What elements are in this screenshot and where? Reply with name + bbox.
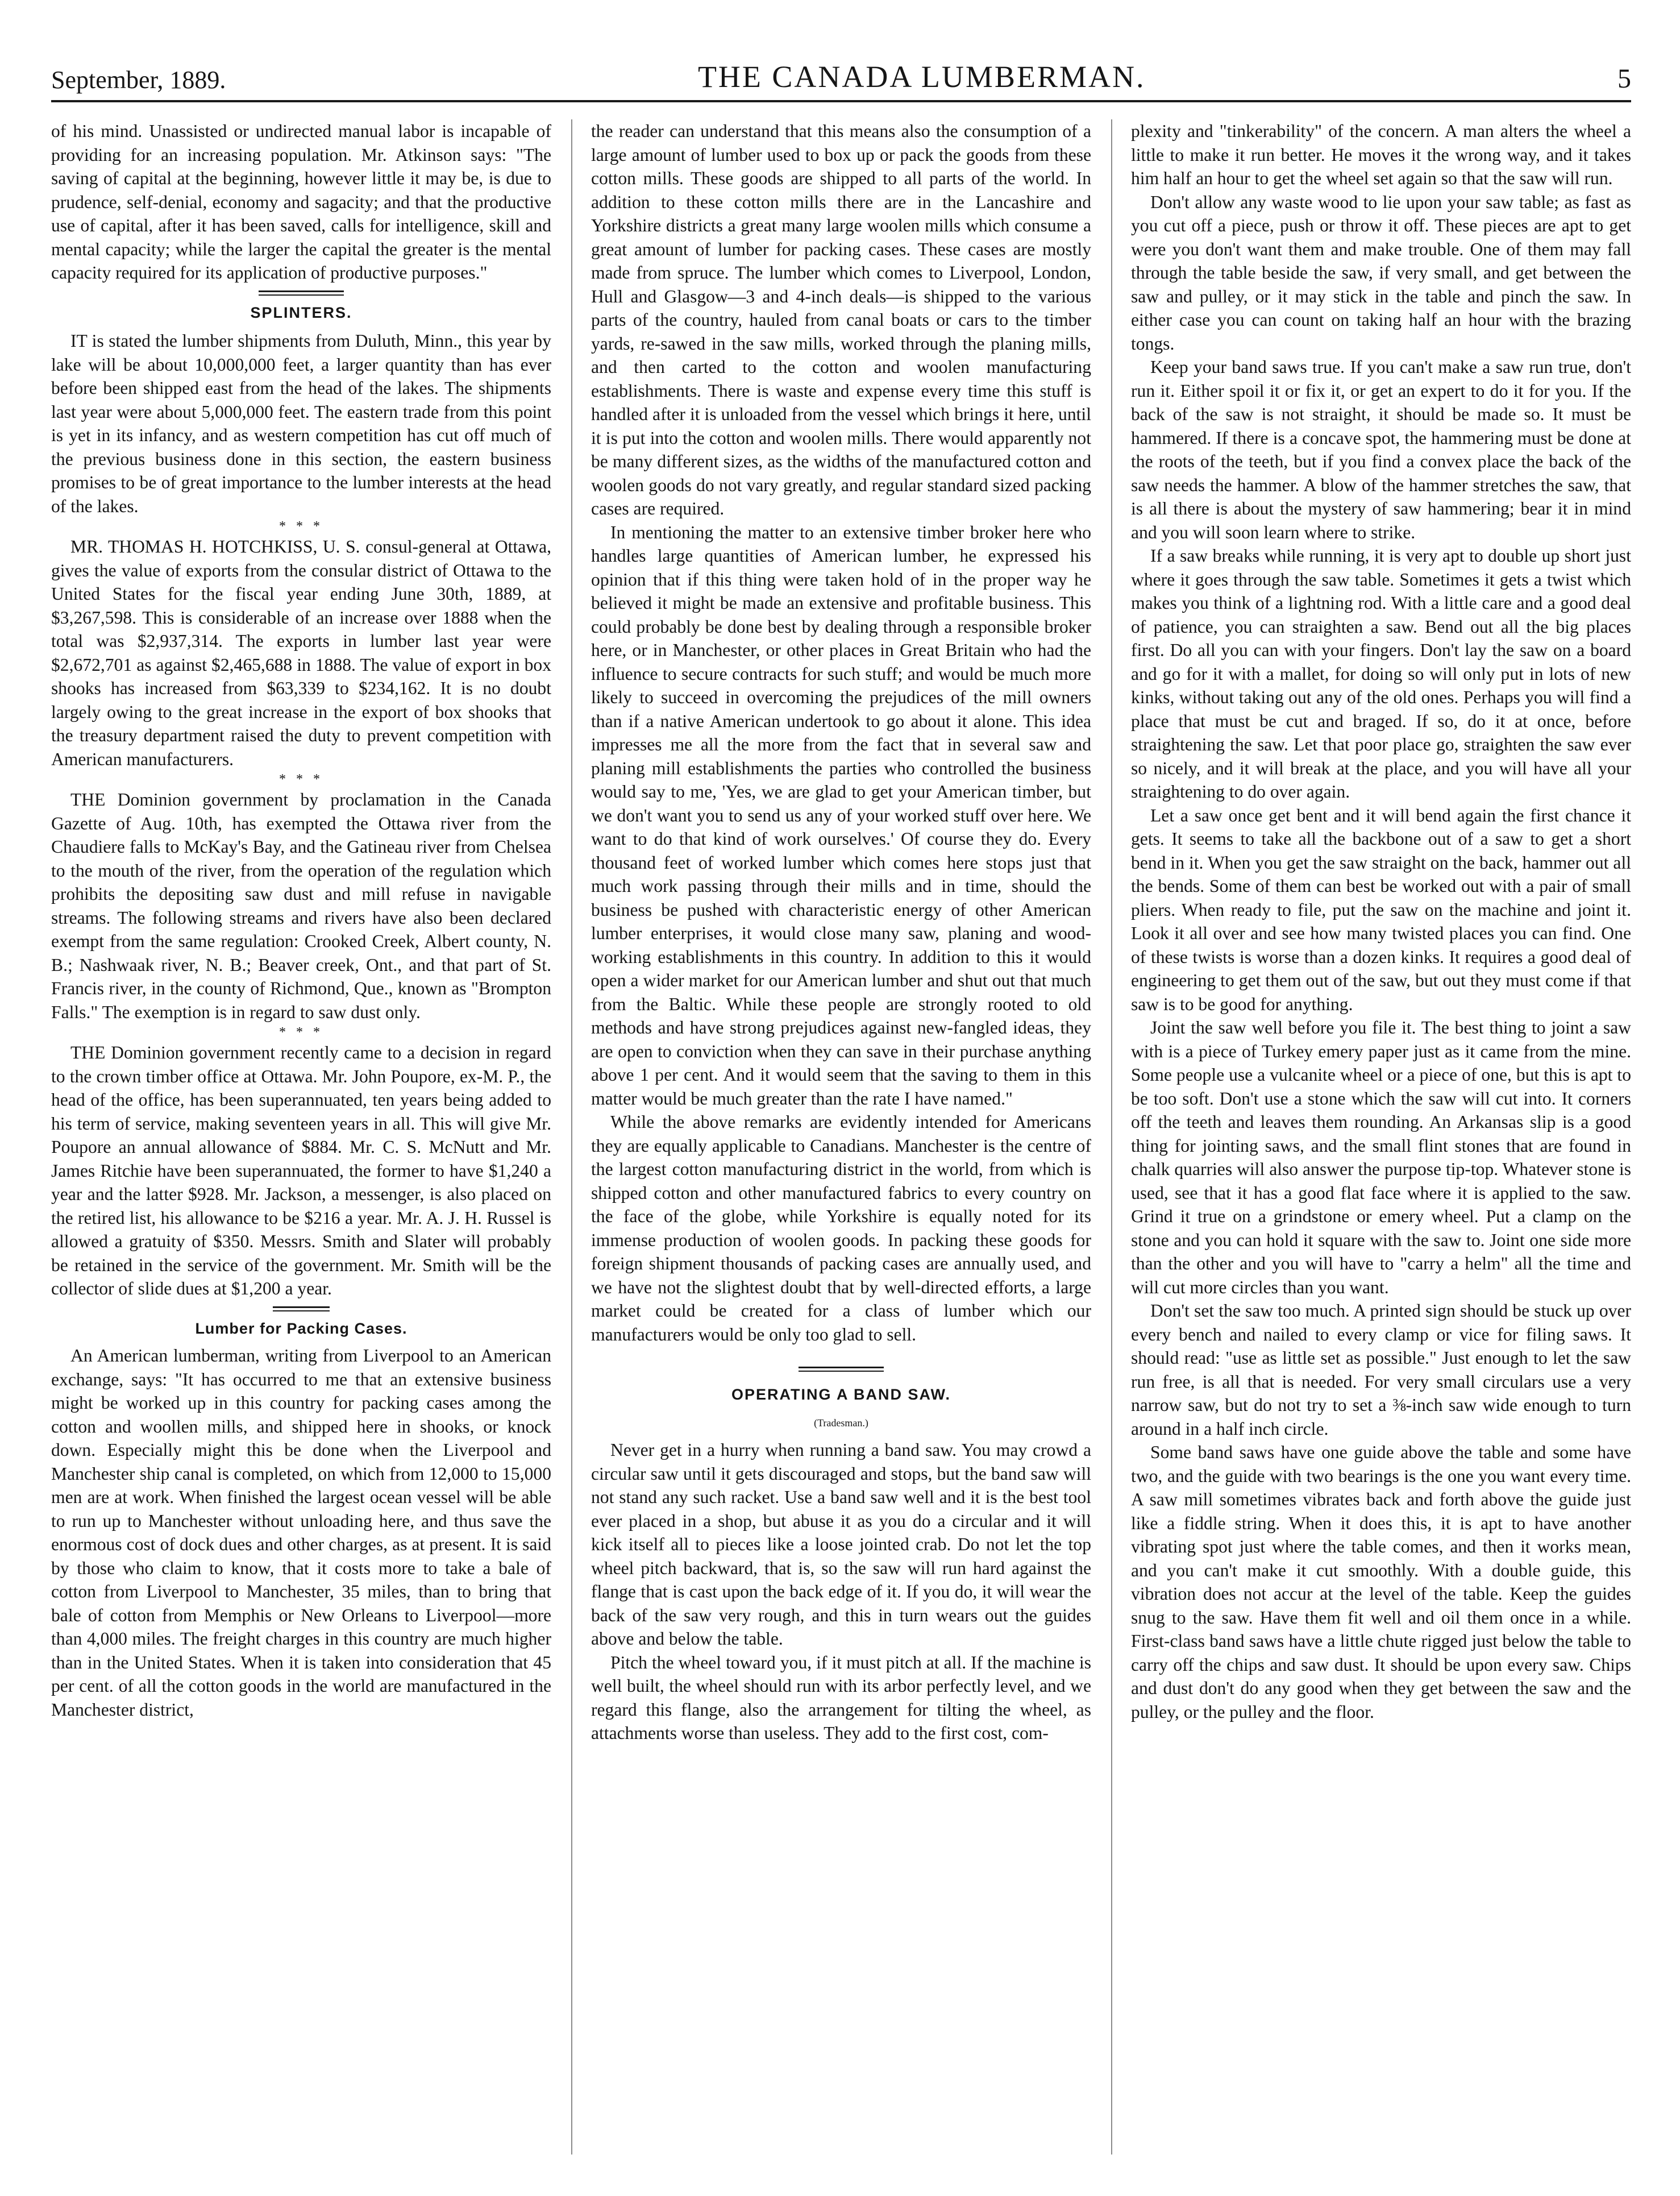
source-credit: (Tradesman.) xyxy=(814,1417,868,1429)
paragraph: THE Dominion government by proclamation in the Canada Gazette of Aug. 10th, has exempted the Ottawa river from the Chaudiere falls to McKay's Bay, and the Gatineau river from Chelsea to the mouth of the river, from the operation of the regulation which prohibits the depositing saw dust and mill refuse in navigable streams. The following streams and rivers have also been declared exempt from the same regulation: Crooked Creek, Albert county, N. B.; Nashwaak river, N. B.; Beaver creek, Ont., and that part of St. Francis river, in the county of Richmond, Que., known as "Brompton Falls." The exemption is in regard to saw dust only. xyxy=(51,790,551,1022)
column-rule xyxy=(571,119,572,2155)
masthead-title: THE CANADA LUMBERMAN. xyxy=(697,60,1146,94)
page-number: 5 xyxy=(1617,64,1631,94)
paragraph: While the above remarks are evidently intended for Americans they are equally applicable to Canadians. Manchester is the centre of the largest cotton manufacturing district in the world, from which is shipped cotton and other manufactured fabrics to every country on the face of the globe, while Yorkshire is equally noted for its immense production of woolen goods. In packing these goods for foreign shipment thousands of packing cases are annually used, and we have not the slightest doubt that by well-directed efforts, a large market could be created for a class of lumber which our manufacturers would be only too glad to sell. xyxy=(591,1112,1091,1344)
paragraph: THE Dominion government recently came to a decision in regard to the crown timber office at Ottawa. Mr. John Poupore, ex-M. P., the head of the office, has been superannuated, ten years being added to his term of service, making seventeen years in all. This will give Mr. Poupore an annual allowance of $884. Mr. C. S. McNutt and Mr. James Ritchie have been superannuated, the former to have $1,240 a year and the latter $928. Mr. Jackson, a messenger, is also placed on the retired list, his allowance to be $216 a year. Mr. A. J. H. Russel is allowed a gratuity of $350. Messrs. Smith and Slater will probably be retained in the service of the government. Mr. Smith will be the collector of slide dues at $1,200 a year. xyxy=(51,1043,551,1298)
section-divider xyxy=(799,1367,884,1372)
section-divider xyxy=(259,290,344,296)
asterism: * * * xyxy=(279,1025,323,1040)
column-1 xyxy=(51,119,551,2160)
paragraph: In mentioning the matter to an extensive timber broker here who handles large quantities of American lumber, he expressed his opinion that if this thing were taken hold of in the proper way he believed it might be made an extensive and profitable business. This could probably be done best by dealing through a responsible broker here, or in Manchester, or other places in Great Britain who had the influence to secure contracts for such stuff; and would be much more likely to succeed in overcoming the prejudices of the mill owners than if a native American undertook to go about it alone. This idea impresses me all the more from the fact that in several saw and planing mill establishments the parties who controlled the business would say to me, 'Yes, we are glad to get your American timber, but we don't want you to send us any of your worked stuff over here. We want to do that kind of work ourselves.' Of course they do. Every thousand feet of worked lumber which comes here stops just that much work passing through their mills and in time, should the business be pushed with characteristic energy of other American lumber enterprises, it would close many saw, planing and wood-working establishments in this country. In addition to this it would open a wider market for our American lumber and shut out that much from the Baltic. While these people are strongly rooted to old methods and have strong prejudices against new-fangled ideas, they are open to conviction when they can save in their purchase anything above 1 per cent. And it would seem that the saving to them in this matter would be much greater than the rate I have named." xyxy=(591,522,1091,1109)
newspaper-page xyxy=(51,57,1631,2160)
paragraph: An American lumberman, writing from Liverpool to an American exchange, says: "It has occurred to me that an extensive business might be worked up in this country for packing cases among the cotton and woollen mills, and shipped here in shooks, or knock down. Especially might this be done when the Liverpool and Manchester ship canal is completed, on which from 12,000 to 15,000 men are at work. When finished the largest ocean vessel will be able to run up to Manchester without unloading here, and thus save the enormous cost of dock dues and other charges, as at present. It is said by those who claim to know, that it costs more to take a bale of cotton from Liverpool to Manchester, 35 miles, than to bring that bale of cotton from Memphis or New Orleans to Liverpool—more than 4,000 miles. The freight charges in this country are much higher than in the United States. When it is taken into consideration that 45 per cent. of all the cotton goods in the world are manufactured in the Manchester district, xyxy=(51,1346,551,1720)
section-heading-lumber-packing: Lumber for Packing Cases. xyxy=(195,1319,407,1337)
section-heading-band-saw: OPERATING A BAND SAW. xyxy=(731,1386,951,1403)
paragraph: If a saw breaks while running, it is very apt to double up short just where it goes through the saw table. Sometimes it gets a twist which makes you think of a lightning rod. With a little care and a good deal of patience, you can straighten a saw. Bend out all the big places first. Do all you can with your fingers. Don't lay the saw on a board and go for it with a mallet, for doing so will only put in lots of new kinks, without taking out any of the old ones. Perhaps you will find a place that must be cut and braged. If so, do it at once, before straightening the saw. Let that poor place go, straighten the saw ever so nicely, and it will break at the place, and you will have all your straightening to do over again. xyxy=(1131,546,1631,802)
section-divider xyxy=(273,1306,330,1311)
paragraph: Don't set the saw too much. A printed sign should be stuck up over every bench and nailed to every clamp or vice for filing saws. It should read: "use as little set as possible." Just enough to let the saw run free, is all that is needed. For very small circulars use a very narrow saw, but do not try to set a ⅜-inch saw wide enough to turn around in a half inch circle. xyxy=(1131,1301,1631,1439)
page-header xyxy=(51,57,1631,102)
issue-date: September, 1889. xyxy=(51,66,226,94)
column-2 xyxy=(591,119,1091,2160)
paragraph: Don't allow any waste wood to lie upon your saw table; as fast as you cut off a piece, push or throw it off. These pieces are apt to get were you don't want them and make trouble. One of them may fall through the table beside the saw, if very small, and get between the saw and pulley, or it may stick in the table and pinch the saw. In either case you can count on taking half an hour with the brazing tongs. xyxy=(1131,192,1631,354)
article-continuation: plexity and "tinkerability" of the concern. A man alters the wheel a little to make it run better. He moves it the wrong way, and it takes him half an hour to get the wheel set again so that the saw will run. xyxy=(1131,121,1631,188)
paragraph: IT is stated the lumber shipments from Duluth, Minn., this year by lake will be about 10,000,000 feet, a larger quantity than has ever before been shipped east from the head of the lakes. The shipments last year were about 5,000,000 feet. The eastern trade from this point is yet in its infancy, and as western competition has cut off much of the previous business done in this section, the eastern business promises to be of great importance to the lumber interests at the head of the lakes. xyxy=(51,331,551,516)
asterism: * * * xyxy=(279,519,323,534)
paragraph: Let a saw once get bent and it will bend again the first chance it gets. It seems to take all the backbone out of a saw to get a short bend in it. When you get the saw straight on the back, hammer out all the bends. Some of them can best be worked out with a pair of small pliers. When ready to file, put the saw on the machine and joint it. Look it all over and see how many twisted places you can find. One of these twists is worse than a dozen kinks. It requires a good deal of engineering to get them out of the saw, but out they must come if that saw is to be good for anything. xyxy=(1131,805,1631,1014)
column-3 xyxy=(1131,119,1631,2160)
column-rule xyxy=(1111,119,1112,2155)
article-continuation: the reader can understand that this means also the consumption of a large amount of lumber used to box up or pack the goods from these cotton mills. These goods are shipped to all parts of the world. In addition to these cotton mills there are in the Lancashire and Yorkshire districts a great many large woolen mills which consume a great amount of lumber for packing cases. These cases are mostly made from spruce. The lumber which comes to Liverpool, London, Hull and Glasgow—3 and 4-inch deals—is shipped to the various parts of the country, hauled from canal boats or cars to the timber yards, re-sawed in the saw mills, worked through the planing mills, and then carted to the cotton and woolen manufacturing establishments. There is waste and expense every time this stuff is handled after it is unloaded from the vessel which brings it here, until it is put into the cotton and woolen mills. There would apparently not be many different sizes, as the widths of the manufactured cotton and woolen goods do not vary greatly, and regular standard sized packing cases are required. xyxy=(591,121,1091,518)
article-continuation: of his mind. Unassisted or undirected manual labor is incapable of providing for an increasing population. Mr. Atkinson says: "The saving of capital at the beginning, however little it may be, is due to prudence, self-denial, economy and sagacity; and that the productive use of capital, after it has been saved, calls for intelligence, skill and mental capacity; while the larger the capital the greater is the mental capacity required for its application of productive purposes." xyxy=(51,121,551,283)
asterism: * * * xyxy=(279,772,323,787)
paragraph: Pitch the wheel toward you, if it must pitch at all. If the machine is well built, the wheel should run with its arbor perfectly level, and we regard this flange, also the arrangement for tilting the wheel, as attachments worse than useless. They add to the first cost, com- xyxy=(591,1652,1091,1743)
section-heading-splinters: SPLINTERS. xyxy=(250,304,352,321)
paragraph: Never get in a hurry when running a band saw. You may crowd a circular saw until it gets discouraged and stops, but the band saw will not stand any such racket. Use a band saw well and it is the best tool ever placed in a shop, but abuse it as you do a circular and it will kick itself all to pieces like a loose jointed crab. Do not let the top wheel pitch backward, that is, so the saw will run hard against the flange that is cast upon the back edge of it. If you do, it will wear the back of the saw very rough, and this in turn wears out the guides above and below the table. xyxy=(591,1440,1091,1649)
paragraph: MR. THOMAS H. HOTCHKISS, U. S. consul-general at Ottawa, gives the value of exports from the consular district of Ottawa to the United States for the fiscal year ending June 30th, 1889, at $3,267,598. This is considerable of an increase over 1888 when the total was $2,937,314. The exports in lumber last year were $2,672,701 as against $2,465,688 in 1888. The value of export in box shooks has increased from $63,339 to $234,162. It is no doubt largely owing to the great increase in the export of box shooks that the treasury department raised the duty to prevent competition with American manufacturers. xyxy=(51,537,551,769)
paragraph: Some band saws have one guide above the table and some have two, and the guide with two bearings is the one you want every time. A saw mill sometimes vibrates back and forth above the guide just like a fiddle string. When it does this, it is apt to have another vibrating spot just where the table comes, and then it works mean, and you can't make it cut smoothly. With a double guide, this vibration does not accur at the level of the table. Keep the guides snug to the saw. Have them fit well and oil them once in a while. First-class band saws have a little chute rigged just below the table to carry off the chips and saw dust. It should be upon every saw. Chips and dust don't do any good when they get between the saw and the pulley, or the pulley and the floor. xyxy=(1131,1442,1631,1722)
paragraph: Keep your band saws true. If you can't make a saw run true, don't run it. Either spoil it or fix it, or get an expert to do it for you. If the back of the saw is not straight, it should be made so. It must be hammered. If there is a concave spot, the hammering must be done at the roots of the teeth, but if you find a convex place the back of the saw needs the hammer. A blow of the hammer stretches the saw, that is all there is about the mystery of saw hammering; bear it in mind and you will soon learn where to strike. xyxy=(1131,357,1631,542)
paragraph: Joint the saw well before you file it. The best thing to joint a saw with is a piece of Turkey emery paper just as it came from the mine. Some people use a vulcanite wheel or a piece of one, but this is apt to be too soft. Don't use a stone which the saw will cut into. It corners off the teeth and leaves them rounding. An Arkansas slip is a good thing for jointing saws, and the small flint stones that are found in chalk quarries will also answer the purpose tip-top. Whatever stone is used, see that it has a good flat face where it is applied to the saw. Grind it true on a grindstone or emery wheel. Put a clamp on the stone and you can hold it square with the saw to. Joint one side more than the other and you will have to "carry a helm" all the time and will cut more circles than you want. xyxy=(1131,1018,1631,1297)
